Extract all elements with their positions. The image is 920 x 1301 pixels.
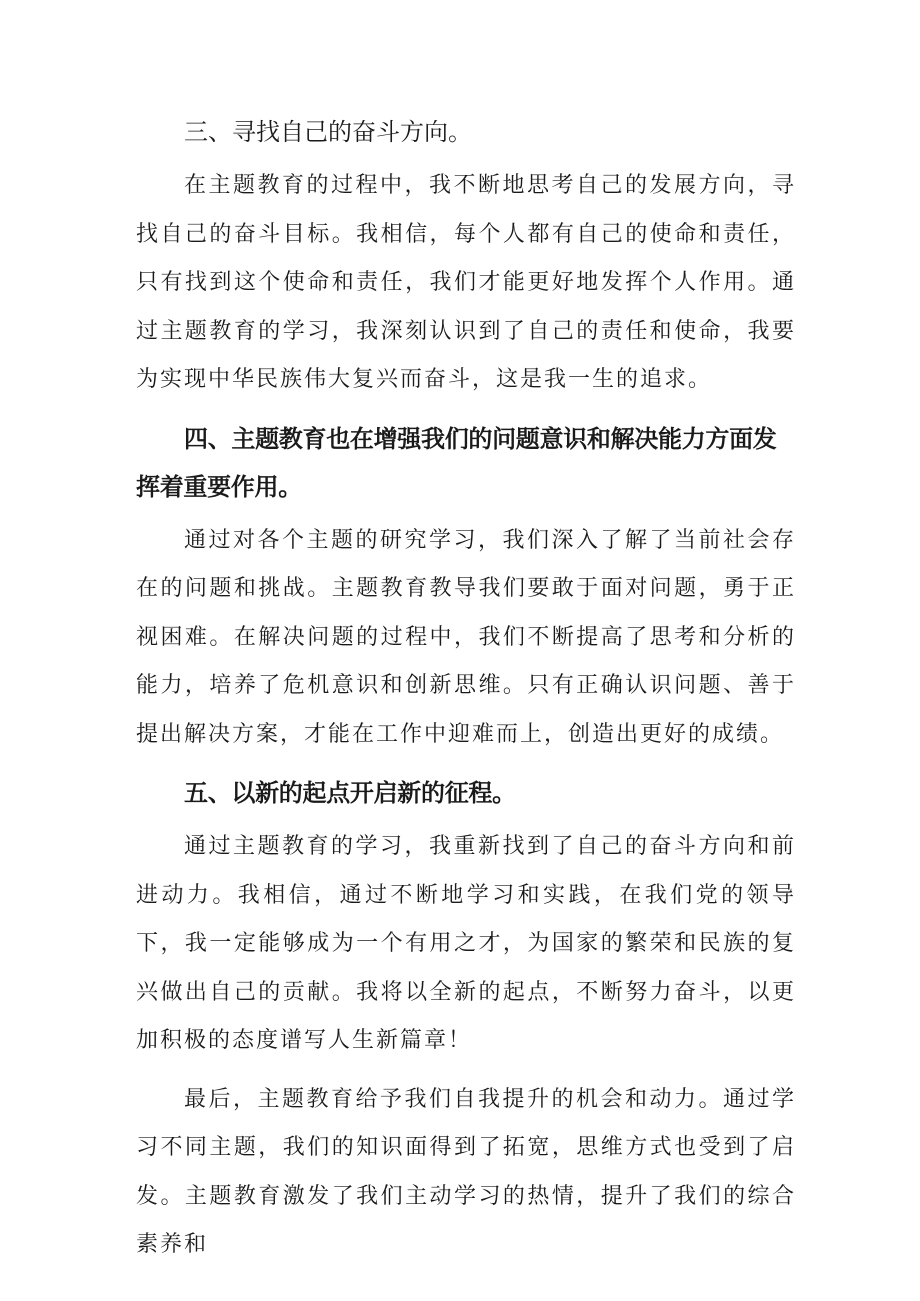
closing-paragraph: 最后，主题教育给予我们自我提升的机会和动力。通过学习不同主题，我们的知识面得到了拓宽，思维方式也受到了启发。主题教育激发了我们主动学习的热情，提升了我们的综合素养和 bbox=[136, 1086, 796, 1257]
section-paragraph-4: 通过对各个主题的研究学习，我们深入了解了当前社会存在的问题和挑战。主题教育教导我们要敢于面对问题，勇于正视困难。在解决问题的过程中，我们不断提高了思考和分析的能力，培养了危机意识和创新思维。只有正确认识问题、善于提出解决方案，才能在工作中迎难而上，创造出更好的成绩。 bbox=[136, 527, 796, 747]
document-body bbox=[136, 108, 796, 1270]
section-heading-5: 五、以新的起点开启新的征程。 bbox=[184, 779, 516, 807]
section-heading-3: 三、寻找自己的奋斗方向。 bbox=[184, 118, 472, 146]
section-paragraph-5: 通过主题教育的学习，我重新找到了自己的奋斗方向和前进动力。我相信，通过不断地学习和实践，在我们党的领导下，我一定能够成为一个有用之才，为国家的繁荣和民族的复兴做出自己的贡献。我将以全新的起点，不断努力奋斗，以更加积极的态度谱写人生新篇章！ bbox=[136, 834, 796, 1053]
section-paragraph-3: 在主题教育的过程中，我不断地思考自己的发展方向，寻找自己的奋斗目标。我相信，每个人都有自己的使命和责任，只有找到这个使命和责任，我们才能更好地发挥个人作用。通过主题教育的学习，我深刻认识到了自己的责任和使命，我要为实现中华民族伟大复兴而奋斗，这是我一生的追求。 bbox=[136, 173, 796, 392]
section-heading-4: 四、主题教育也在增强我们的问题意识和解决能力方面发挥着重要作用。 bbox=[136, 424, 777, 501]
